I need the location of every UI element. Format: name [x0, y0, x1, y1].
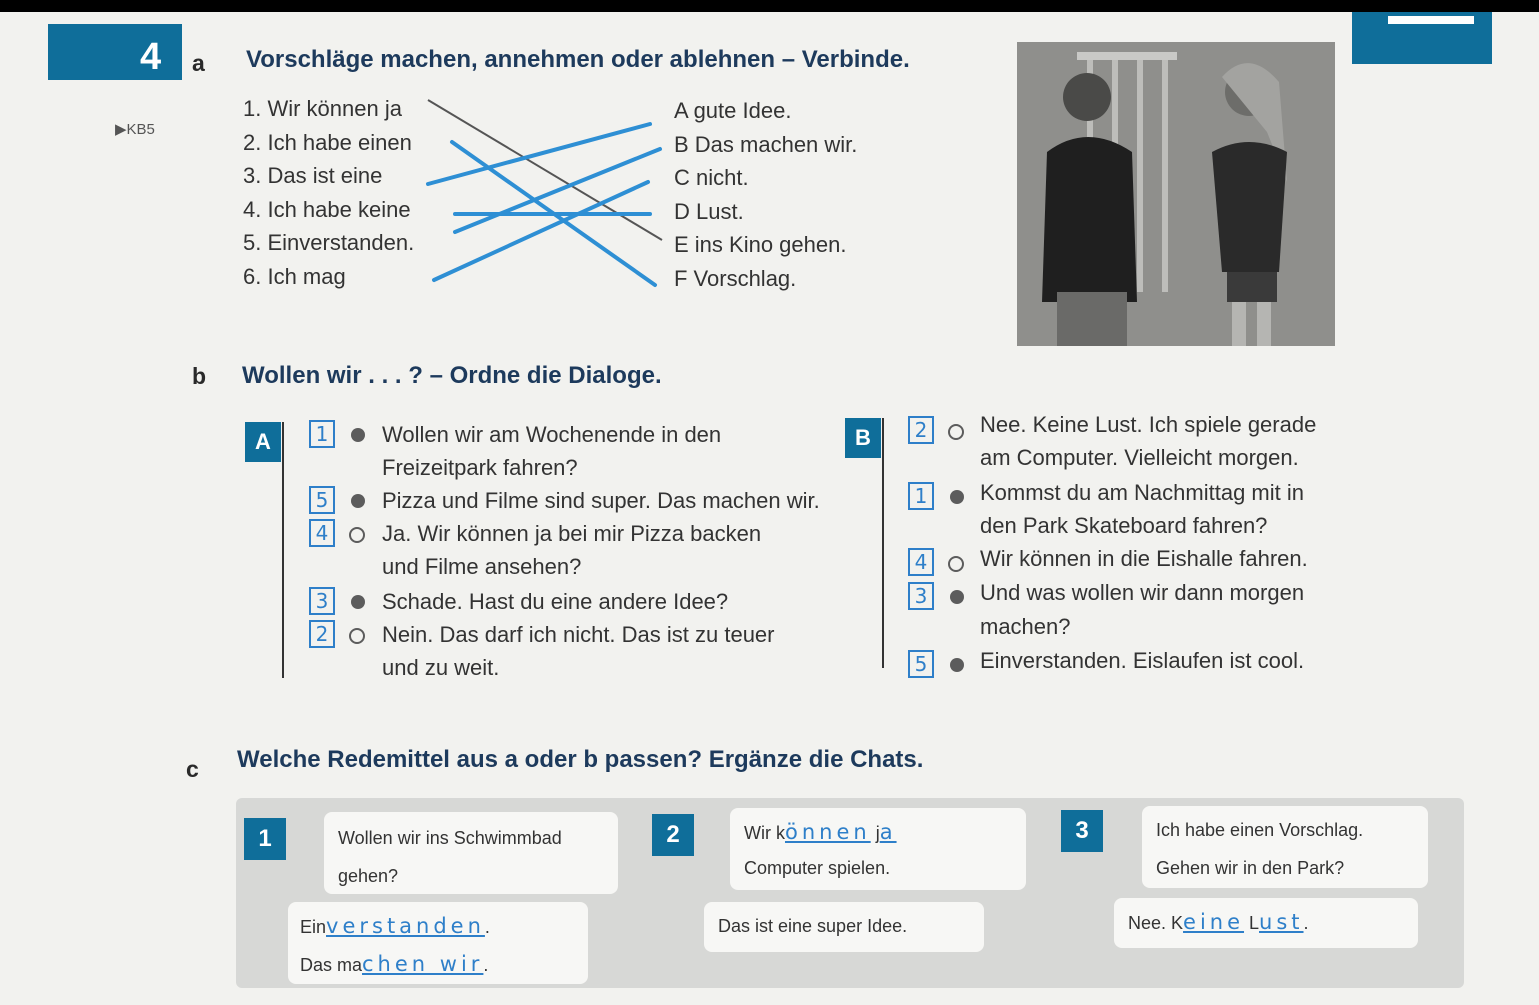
- drawn-line-3-a: [428, 124, 650, 184]
- dialog-b-rule: [882, 418, 884, 668]
- dialog-a-line-2: Pizza und Filme sind super. Das machen wir.: [382, 488, 820, 513]
- chat-3-answer-suffix: .: [1303, 913, 1309, 933]
- photo-illustration: [1017, 42, 1335, 346]
- speaker-dot-filled: [351, 494, 365, 508]
- part-b-letter: b: [192, 363, 207, 389]
- chat-3-answer-fill-2[interactable]: ust: [1259, 910, 1304, 934]
- phrase-start-1: 1. Wir können ja: [243, 96, 402, 121]
- phrase-end-f: F Vorschlag.: [674, 266, 797, 291]
- chat-1-answer-1-fill[interactable]: verstanden: [326, 914, 485, 938]
- answer-box-b1[interactable]: 2: [908, 416, 934, 444]
- phrase-start-4: 4. Ich habe keine: [243, 197, 411, 222]
- chat-2-question-prefix: Wir k: [744, 823, 785, 843]
- speaker-dot-hollow: [349, 628, 365, 644]
- exercise-number: 4: [140, 36, 162, 78]
- chat-2-answer: Das ist eine super Idee.: [718, 916, 908, 936]
- chat-2-question-bubble: [730, 808, 1026, 890]
- dialog-a-line-1a: Wollen wir am Wochenende in den: [382, 422, 722, 447]
- chat-3-answer-bubble: [1114, 898, 1418, 948]
- phrase-start-6: 6. Ich mag: [243, 264, 346, 289]
- printed-example-line: [428, 100, 662, 240]
- chat-2-question-fill-2[interactable]: a: [879, 820, 897, 844]
- answer-box-a4[interactable]: 3: [309, 587, 335, 615]
- chat-1-question-line-2: gehen?: [338, 866, 399, 886]
- answer-box-a1[interactable]: 1: [309, 420, 335, 448]
- chat-3-question-line-2: Gehen wir in den Park?: [1156, 858, 1345, 878]
- chat-3-answer-fill-1[interactable]: eine: [1183, 910, 1245, 934]
- phrase-end-b: B Das machen wir.: [674, 132, 858, 157]
- dialog-a-line-3b: und Filme ansehen?: [382, 554, 582, 579]
- speaker-dot-filled: [351, 595, 365, 609]
- chat-2-answer-bubble: [704, 902, 984, 952]
- chat-3-answer-prefix: Nee. K: [1128, 913, 1184, 933]
- part-a-heading: Vorschläge machen, annehmen oder ablehnen – Verbinde.: [246, 46, 910, 73]
- part-c-letter: c: [186, 756, 199, 782]
- chat-1-answer-1-prefix: Ein: [300, 917, 327, 937]
- dialog-a-rule: [282, 422, 284, 678]
- chat-1-number: 1: [244, 818, 286, 860]
- dialog-a-label: A: [245, 422, 281, 462]
- chat-2-number: 2: [652, 814, 694, 856]
- part-b-heading: Wollen wir . . . ? – Ordne die Dialoge.: [242, 362, 662, 389]
- chat-3-answer-mid: L: [1244, 913, 1260, 933]
- answer-box-a5[interactable]: 2: [309, 620, 335, 648]
- speaker-dot-filled: [950, 490, 964, 504]
- speaker-dot-hollow: [349, 527, 365, 543]
- chat-2-question-fill-1[interactable]: önnen: [784, 820, 871, 844]
- answer-box-b2[interactable]: 1: [908, 482, 934, 510]
- dialog-a-line-5a: Nein. Das darf ich nicht. Das ist zu teuer: [382, 622, 775, 647]
- chat-1-answer-2-prefix: Das ma: [300, 955, 363, 975]
- phrase-start-3: 3. Das ist eine: [243, 163, 383, 188]
- speaker-dot-filled: [950, 658, 964, 672]
- chat-1-answer-2-fill[interactable]: chen wir: [362, 952, 484, 976]
- answer-box-a3[interactable]: 4: [309, 519, 335, 547]
- chat-1-question-line-1: Wollen wir ins Schwimmbad: [338, 828, 562, 848]
- chat-3-question-bubble: [1142, 806, 1428, 888]
- photo-two-teenagers: [1017, 42, 1335, 346]
- dialog-a-line-5b: und zu weit.: [382, 655, 500, 680]
- dialog-b-line-2a: Kommst du am Nachmittag mit in: [980, 480, 1304, 505]
- chat-1-answer-bubble: [288, 902, 588, 984]
- dialog-b-line-1a: Nee. Keine Lust. Ich spiele gerade: [980, 412, 1317, 437]
- chat-1-answer-1-suffix: .: [484, 917, 490, 937]
- dialog-a-line-1b: Freizeitpark fahren?: [382, 455, 578, 480]
- dialog-a-line-3a: Ja. Wir können ja bei mir Pizza backen: [382, 521, 762, 546]
- dialog-b-line-3: Wir können in die Eishalle fahren.: [980, 546, 1308, 571]
- dialog-b-label: B: [845, 418, 881, 458]
- phrase-start-5: 5. Einverstanden.: [243, 230, 415, 255]
- chat-2-question-mid: j: [870, 823, 880, 843]
- answer-box-b4[interactable]: 3: [908, 582, 934, 610]
- workbook-page: [0, 12, 1539, 1005]
- answer-box-b5[interactable]: 5: [908, 650, 934, 678]
- chat-1-answer-2-suffix: .: [483, 955, 489, 975]
- dialog-b-line-2b: den Park Skateboard fahren?: [980, 513, 1268, 538]
- dialog-b-line-4a: Und was wollen wir dann morgen: [980, 580, 1305, 605]
- dialog-b-line-4b: machen?: [980, 614, 1071, 639]
- phrase-end-a: A gute Idee.: [674, 98, 792, 123]
- speaker-dot-filled: [351, 428, 365, 442]
- part-a-letter: a: [192, 50, 205, 76]
- answer-box-b3[interactable]: 4: [908, 548, 934, 576]
- part-c-heading: Welche Redemittel aus a oder b passen? Ergänze die Chats.: [237, 746, 924, 773]
- chat-3-number: 3: [1061, 810, 1103, 852]
- phrase-end-c: C nicht.: [674, 165, 749, 190]
- dialog-a-line-4: Schade. Hast du eine andere Idee?: [382, 589, 729, 614]
- phrase-start-2: 2. Ich habe einen: [243, 130, 412, 155]
- phrase-end-d: D Lust.: [674, 199, 744, 224]
- speaker-dot-hollow: [948, 556, 964, 572]
- dialog-b-line-1b: am Computer. Vielleicht morgen.: [980, 445, 1299, 470]
- phrase-end-e: E ins Kino gehen.: [674, 232, 847, 257]
- chat-3-question-line-1: Ich habe einen Vorschlag.: [1156, 820, 1364, 840]
- dialog-b-line-5: Einverstanden. Eislaufen ist cool.: [980, 648, 1305, 673]
- speaker-dot-filled: [950, 590, 964, 604]
- speaker-dot-hollow: [948, 424, 964, 440]
- kb-reference: ▶KB5: [115, 121, 155, 138]
- chat-1-question-bubble: [324, 812, 618, 894]
- answer-box-a2[interactable]: 5: [309, 486, 335, 514]
- chat-2-question-line-2: Computer spielen.: [744, 858, 891, 878]
